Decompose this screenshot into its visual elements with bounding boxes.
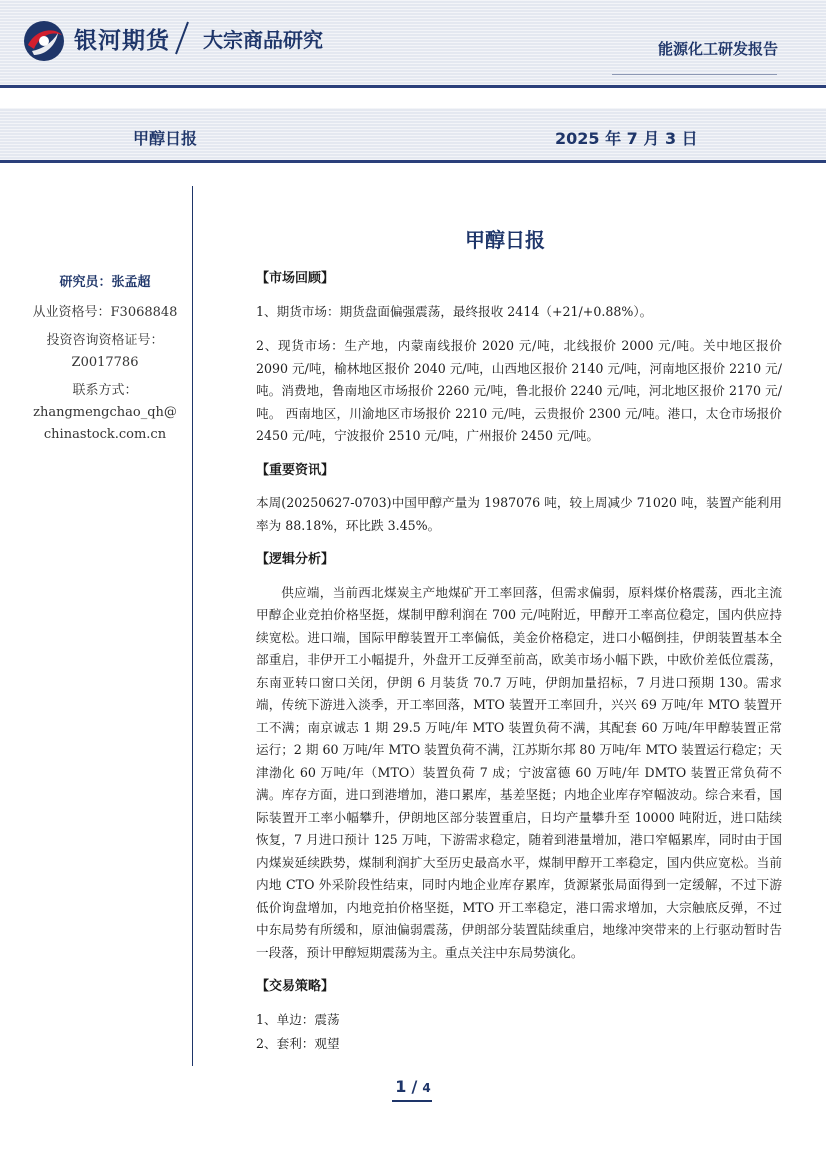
footer-rule: [392, 1100, 432, 1102]
section-heading-logic: 【逻辑分析】: [256, 552, 335, 567]
report-type: 能源化工研发报告: [657, 40, 778, 58]
license-number: 从业资格号：F3068848: [32, 305, 178, 320]
advisory-label: 投资咨询资格证号：: [46, 333, 164, 348]
researcher-name: 研究员：张孟超: [59, 275, 151, 290]
contact-label: 联系方式：: [72, 383, 138, 398]
email-line-2[interactable]: chinastock.com.cn: [43, 427, 167, 442]
page-separator: /: [411, 1077, 418, 1096]
document-title: 甲醇日报: [465, 228, 545, 252]
section-heading-news: 【重要资讯】: [256, 462, 335, 478]
section-heading-strategy: 【交易策略】: [256, 979, 335, 994]
logic-paragraph: 供应端，当前西北煤炭主产地煤矿开工率回落，但需求偏弱，原料煤价格震荡，西北主流甲醇企业竞拍价格坚挺，煤制甲醇利润在 700 元/吨附近，甲醇开工率高位稳定，国内供应持续宽松。进口端，国际甲醇装置开工率偏低，美金价格稳定，进口小幅倒挂，伊朗装置基本全部重启，非伊开工小幅提升，外盘开工反弹至前高，欧美市场小幅下跌，中欧价差低位震荡，东南亚转口窗口关闭，伊朗 6 月装货 70.7 万吨，伊朗加量招标，7 月进口预期 130。需求端，传统下游进入淡季，开工率回落，MTO 装置开工率回升，兴兴 69 万吨/年 MTO 装置开工不满；南京诚志 1 期 29.5 万吨/年 MTO 装置负荷不满，其配套 60 万吨/年甲醇装置正常运行；2 期 60 万吨/年 MTO 装置负荷不满，江苏斯尔邦 80 万吨/年 MTO 装置运行稳定；天津渤化 60 万吨/年（MTO）装置负荷 7 成；宁波富德 60 万吨/年 DMTO 装置正常负荷不满。库存方面，进口到港增加，港口累库，基差坚挺；内地企业库存窄幅波动。综合来看，国际装置开工率小幅攀升，伊朗地区部分装置重启，日均产量攀升至 10000 吨附近，进口陆续恢复，7 月进口预计 125 万吨，下游需求稳定，随着到港量增加，港口窄幅累库，同时由于国内煤炭延续跌势，煤制利润扩大至历史最高水平，煤制甲醇开工率稳定，国内供应宽松。当前内地 CTO 外采阶段性结束，同时内地企业库存累库，货源紧张局面得到一定缓解，不过下游低价询盘增加，内地竞拍价格坚挺，MTO 开工率稳定，港口需求增加，大宗触底反弹，不过中东局势有所缓和，原油偏弱震荡，伊朗部分装置陆续重启，地缘冲突带来的上行驱动暂时告一段落，预计甲醇短期震荡为主。重点关注中东局势演化。: [256, 584, 782, 960]
divider-slash: [172, 18, 192, 58]
galaxy-futures-logo-icon: [22, 19, 66, 63]
advisory-number: Z0017786: [71, 355, 139, 370]
report-date: 2025 年 7 月 3 日: [555, 129, 698, 148]
brand-name: 银河期货: [74, 28, 170, 54]
total-pages: 4: [422, 1081, 431, 1095]
header-band: [0, 0, 826, 88]
report-body: [256, 268, 782, 1058]
band-title: 甲醇日报: [133, 129, 198, 148]
strategy-item: 2、套利：观望: [256, 1036, 340, 1051]
spot-market-paragraph: 2、现货市场：生产地，内蒙南线报价 2020 元/吨，北线报价 2000 元/吨。关中地区报价 2090 元/吨，榆林地区报价 2040 元/吨，山西地区报价 2140 元/吨，河南地区报价 2210 元/吨。消费地，鲁南地区市场报价 2260 元/吨，鲁北报价 2240 元/吨，河北地区报价 2170 元/吨。 西南地区，川渝地区市场报价 2210 元/吨，云贵报价 2300 元/吨。港口，太仓市场报价 2450 元/吨，宁波报价 2510 元/吨，广州报价 2450 元/吨。: [256, 338, 782, 443]
author-sidebar: [20, 272, 190, 446]
section-heading-market-review: 【市场回顾】: [256, 271, 335, 286]
division-name: 大宗商品研究: [203, 28, 323, 52]
page-number: [0, 1077, 826, 1096]
futures-market-paragraph: 1、期货市场：期货盘面偏强震荡，最终报收 2414（+21/+0.88%）。: [256, 303, 653, 319]
current-page: 1: [395, 1077, 407, 1096]
strategy-item: 1、单边：震荡: [256, 1011, 340, 1027]
title-band-rule: [0, 160, 826, 163]
sidebar-divider: [192, 186, 193, 1066]
header-rule: [0, 85, 826, 88]
email-line-1[interactable]: zhangmengchao_qh@: [33, 405, 177, 420]
header-underline: [612, 74, 777, 75]
title-band: [0, 108, 826, 163]
news-paragraph: 本周(20250627-0703)中国甲醇产量为 1987076 吨，较上周减少 71020 吨，装置产能利用率为 88.18%，环比跌 3.45%。: [256, 495, 782, 533]
